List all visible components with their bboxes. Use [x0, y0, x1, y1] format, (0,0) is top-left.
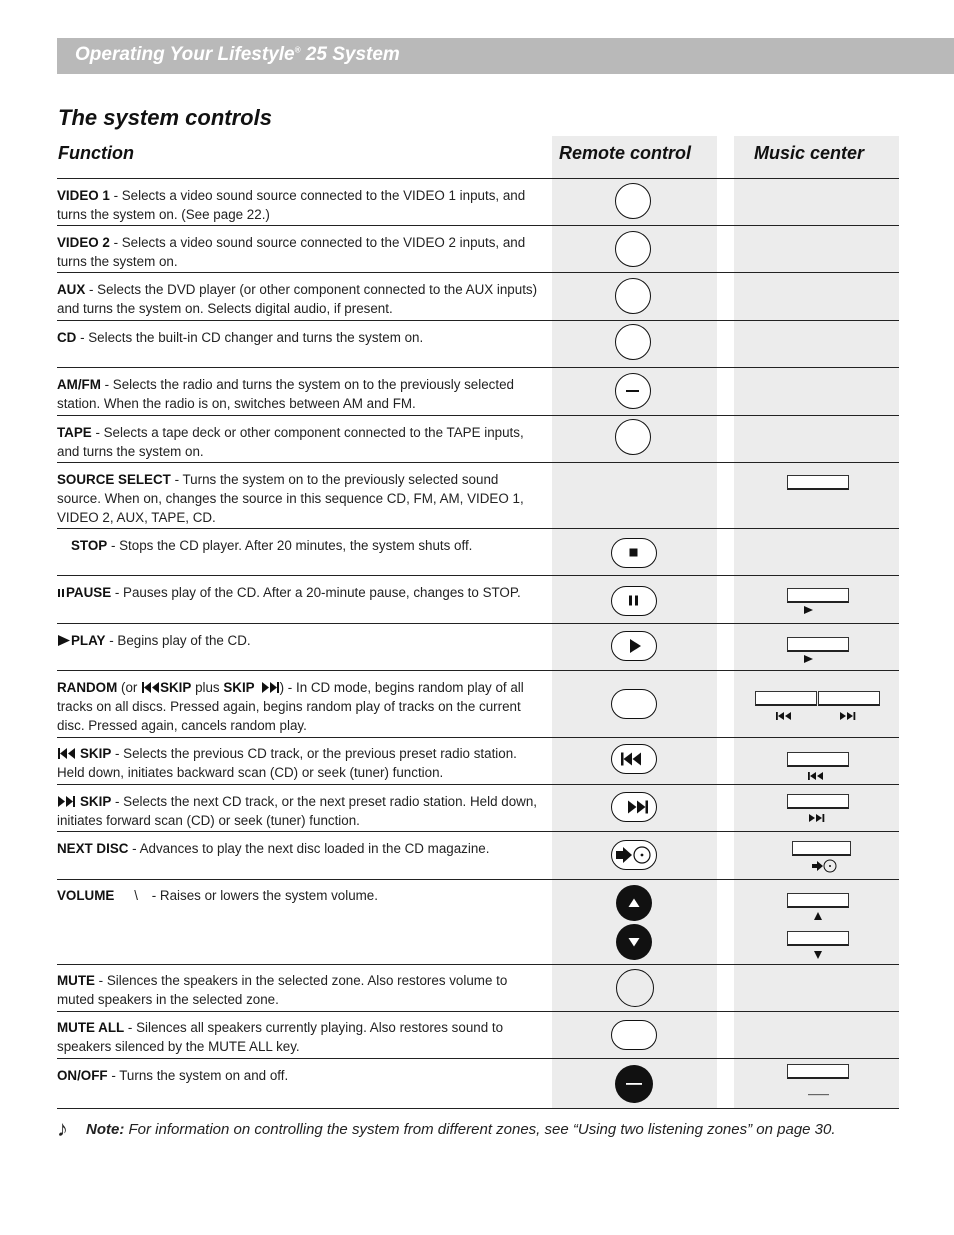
skip-forward-icon — [808, 814, 828, 823]
skip-forward-icon — [57, 796, 76, 807]
music-volume-down-key[interactable] — [787, 931, 849, 946]
volume-down-icon — [813, 950, 823, 960]
volume-down-icon[interactable] — [615, 923, 653, 961]
remote-cd-button[interactable] — [615, 324, 651, 360]
divider — [57, 1011, 899, 1012]
divider — [57, 1108, 899, 1109]
pause-icon — [57, 588, 66, 598]
remote-pause-button[interactable] — [611, 586, 657, 616]
play-icon — [57, 635, 71, 646]
next-disc-icon — [811, 858, 839, 874]
divider — [57, 831, 899, 832]
row-skip-forward: SKIP - Selects the next CD track, or the next preset radio station. Held down, initiates forward scan (CD) or seek (tuner) function. — [57, 794, 537, 828]
remote-skip-back-button[interactable] — [611, 744, 657, 774]
row-cd: CD - Selects the built-in CD changer and turns the system on. — [57, 330, 424, 345]
divider — [57, 178, 899, 179]
music-pause-key[interactable] — [787, 588, 849, 603]
remote-video2-button[interactable] — [615, 231, 651, 267]
divider — [57, 272, 899, 273]
skip-back-icon — [807, 772, 827, 781]
column-header-music: Music center — [754, 143, 865, 163]
divider — [57, 670, 899, 671]
row-video1: VIDEO 1 - Selects a video sound source connected to the VIDEO 1 inputs, and turns the system on. (See page 22.) — [57, 188, 526, 222]
skip-forward-icon — [839, 712, 859, 721]
divider — [57, 320, 899, 321]
note-text: Note: For information on controlling the system from different zones, see “Using two listening zones” on page 30. — [86, 1121, 836, 1138]
row-pause: PAUSE - Pauses play of the CD. After a 20-minute pause, changes to STOP. — [57, 583, 545, 602]
music-skip-forward-key[interactable] — [787, 794, 849, 809]
divider — [57, 623, 899, 624]
remote-stop-button[interactable] — [611, 538, 657, 568]
pause-icon — [612, 587, 658, 617]
remote-mute-button[interactable] — [616, 969, 654, 1007]
divider — [57, 367, 899, 368]
divider — [57, 879, 899, 880]
remote-random-button[interactable] — [611, 689, 657, 719]
divider — [57, 737, 899, 738]
row-next-disc: NEXT DISC - Advances to play the next disc loaded in the CD magazine. — [57, 841, 490, 856]
row-stop: STOP - Stops the CD player. After 20 minutes, the system shuts off. — [71, 538, 473, 553]
section-title: The system controls — [58, 105, 272, 130]
row-play: PLAY - Begins play of the CD. — [57, 631, 545, 650]
divider — [57, 964, 899, 965]
row-mute: MUTE - Silences the speakers in the selected zone. Also restores volume to muted speakers in the selected zone. — [57, 973, 508, 1007]
skip-back-icon — [775, 712, 795, 721]
music-note-icon: ♪ — [57, 1116, 68, 1141]
music-next-disc-key[interactable] — [792, 841, 851, 856]
column-header-remote: Remote control — [559, 143, 692, 163]
row-random: RANDOM (or SKIP plus SKIP ) - In CD mode, begins random play of all tracks on all discs. Pressed again, begins random play of tracks on the current disc. Pressed again, cancels random play. — [57, 680, 524, 733]
volume-up-icon[interactable] — [615, 884, 653, 922]
divider — [57, 1058, 899, 1059]
divider — [57, 225, 899, 226]
remote-mute-all-button[interactable] — [611, 1020, 657, 1050]
music-play-key[interactable] — [787, 637, 849, 652]
header-title: Operating Your Lifestyle® 25 System — [75, 44, 400, 65]
power-icon — [808, 1093, 830, 1097]
music-skip-back-key[interactable] — [755, 691, 817, 706]
music-skip-back-key[interactable] — [787, 752, 849, 767]
divider — [57, 575, 899, 576]
music-volume-up-key[interactable] — [787, 893, 849, 908]
row-skip-back: SKIP - Selects the previous CD track, or the previous preset radio station. Held down, initiates backward scan (CD) or seek (tuner) function. — [57, 746, 517, 780]
row-on-off: ON/OFF - Turns the system on and off. — [57, 1068, 289, 1083]
remote-skip-forward-button[interactable] — [611, 792, 657, 822]
divider — [57, 784, 899, 785]
skip-back-icon — [141, 682, 160, 693]
divider — [57, 462, 899, 463]
stop-icon — [612, 539, 658, 569]
remote-amfm-button[interactable] — [615, 373, 651, 409]
play-icon — [804, 606, 814, 614]
remote-aux-button[interactable] — [615, 278, 651, 314]
power-icon[interactable] — [614, 1064, 654, 1104]
divider — [57, 415, 899, 416]
header-bar — [57, 38, 954, 74]
volume-up-icon — [813, 911, 823, 921]
music-source-select-key[interactable] — [787, 475, 849, 490]
row-mute-all: MUTE ALL - Silences all speakers currently playing. Also restores sound to speakers silenced by the MUTE ALL key. — [57, 1020, 504, 1054]
divider — [57, 528, 899, 529]
music-on-off-key[interactable] — [787, 1064, 849, 1079]
skip-forward-icon — [612, 793, 658, 823]
dash-icon — [626, 390, 639, 392]
next-disc-icon — [612, 841, 658, 871]
row-aux: AUX - Selects the DVD player (or other component connected to the AUX inputs) and turns the system on. Selects digital audio, if present. — [57, 282, 538, 316]
remote-play-button[interactable] — [611, 631, 657, 661]
row-source-select: SOURCE SELECT - Turns the system on to the previously selected sound source. When on, changes the source in this sequence CD, FM, AM, VIDEO 1, VIDEO 2, AUX, TAPE, CD. — [57, 472, 524, 525]
skip-forward-icon — [261, 682, 280, 693]
remote-video1-button[interactable] — [615, 183, 651, 219]
skip-back-icon — [612, 745, 658, 775]
skip-back-icon — [57, 748, 76, 759]
row-amfm: AM/FM - Selects the radio and turns the system on to the previously selected station. When the radio is on, switches between AM and FM. — [57, 377, 514, 411]
row-tape: TAPE - Selects a tape deck or other component connected to the TAPE inputs, and turns the system on. — [57, 425, 524, 459]
play-icon — [612, 632, 658, 662]
music-skip-forward-key[interactable] — [818, 691, 880, 706]
remote-tape-button[interactable] — [615, 419, 651, 455]
column-header-function: Function — [58, 143, 134, 163]
play-icon — [804, 655, 814, 663]
row-volume: VOLUME \ - Raises or lowers the system volume. — [57, 888, 378, 903]
row-video2: VIDEO 2 - Selects a video sound source connected to the VIDEO 2 inputs, and turns the system on. — [57, 235, 526, 269]
remote-next-disc-button[interactable] — [611, 840, 657, 870]
